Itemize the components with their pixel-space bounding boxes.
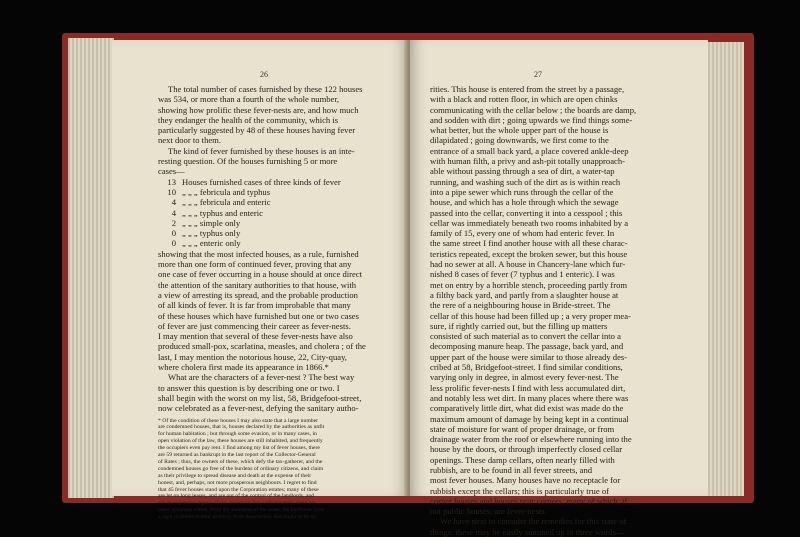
paragraph (158, 146, 372, 177)
text-line: entrance of a small back yard, a place covered ankle-deep (430, 145, 629, 156)
text-line: produced small-pox, scarlatina, measles, and cholera ; of the (158, 341, 366, 352)
text-line: was 534, or more than a fourth of the whole number, (158, 94, 340, 105)
text-line: particularly suggested by 48 of these houses having fever (158, 125, 356, 136)
fever-cases-table (158, 177, 372, 249)
table-row (158, 238, 372, 248)
text-line: running, and washing such of the dirt as is within reach (430, 176, 621, 187)
text-line: We have next to consider the remedies for this state of (440, 516, 627, 527)
paragraph (158, 372, 372, 413)
text-line: of these houses which have furnished but one or two cases (158, 310, 359, 321)
text-line: less prolific fever-nests I find with less accumulated dirt, (430, 382, 626, 393)
text-line: of Rates ; thus, the owners of these, which defy the tax-gatherer, and the (158, 458, 323, 465)
text-line: with human filth, a privy and ash-pit totally unapproach- (430, 156, 625, 167)
text-line: maximum amount of damage by being kept in a continual (430, 413, 629, 424)
text-line: condemned houses go free of the burdens of ordinary citizens, and claim (158, 465, 324, 472)
text-line: sure, if rightly carried out, but the filling up matters (430, 320, 608, 331)
text-line: a filthy back yard, and partly from a slaughter house at (430, 289, 619, 300)
fever-kind: „ „ „ febricula and enteric (182, 197, 271, 208)
fever-kind: „ „ „ simple only (182, 217, 241, 228)
text-line: for human habitation ; but through some evasion, or in many cases, in (158, 431, 317, 438)
right-page-body (430, 84, 670, 537)
text-line: had no sewer at all. A house in Chancery-lane which fur- (430, 259, 626, 270)
house-count: 10 (167, 186, 176, 197)
text-line: things: these may be easily summed up in three words— (430, 526, 625, 537)
text-line: drainage water from the roof or elsewhere running into the (430, 434, 632, 445)
text-line: the rere of a neighbouring house in Bride-street. The (430, 300, 611, 311)
text-line: and notably less wet dirt. In many places where there was (430, 392, 629, 403)
text-line: The total number of cases furnished by these 122 houses (168, 84, 363, 94)
house-count: 13 (167, 176, 176, 187)
house-count: 2 (171, 217, 176, 228)
text-line: cases— (158, 166, 185, 177)
text-line: other instances where, from the shortness of the lease, the landlords have (158, 507, 324, 514)
text-line: last, I may mention the notorious house, 22, City-quay, (158, 351, 347, 362)
text-line: openings. These damp cellars, often nearly filled with (430, 454, 615, 465)
text-line: open violation of the law, these houses are still inhabited, and frequently (158, 438, 323, 445)
fever-kind: „ „ „ typhus and enteric (182, 207, 263, 218)
text-line: the attention of the sanitary authorities to that house, with (158, 279, 357, 290)
fever-kind: „ „ „ typhus only (182, 228, 241, 239)
text-line: a view of arresting its spread, and the probable production (158, 289, 358, 300)
text-line: teristics repeated, except the broken sewer, but this house (430, 248, 628, 259)
text-line: house, and which has a hole through which the sewage (430, 197, 619, 208)
text-line: most fever houses. Many houses have no receptacle for (430, 475, 621, 486)
footnote (158, 418, 372, 522)
text-line: to answer this question is by describing one or two. I (158, 382, 340, 393)
text-line: dilapidated ; going downwards, we first come to the (430, 135, 609, 146)
table-row (158, 218, 372, 228)
text-line: showing that the most infected houses, as a rule, furnished (158, 248, 359, 259)
text-line: cellar of this house had been filled up ; a very proper mea- (430, 310, 631, 321)
right-page-edges (706, 42, 744, 496)
paragraph (158, 84, 372, 146)
table-row (158, 208, 372, 218)
text-line: comparatively little dirt, what did exist was made do the (430, 403, 624, 414)
text-line: communicating with the cellar below ; the boards are damp, (430, 104, 637, 115)
text-line: as their privilege to spread disease and death at the expense of their (158, 472, 312, 479)
text-line: the same street I find another house with all these charac- (430, 238, 628, 249)
text-line: the occupiers even pay rent. I find among my list of fever houses, there (158, 445, 320, 452)
table-row (158, 187, 372, 197)
text-line: showing how prolific these fever-nests are, and how much (158, 104, 359, 115)
paragraph (430, 84, 670, 516)
house-count: 4 (171, 207, 176, 218)
text-line: and sodden with dirt ; going upwards we find things some- (430, 114, 633, 125)
table-row (158, 177, 372, 187)
text-line: are condemned houses, that is, houses declared by the authorities as unfit (158, 424, 325, 431)
left-page-body (158, 84, 372, 521)
paragraph (430, 516, 670, 537)
text-line: where cholera first made its appearance in 1866.* (158, 362, 329, 373)
text-line: nished 8 cases of fever (7 typhus and 1 enteric). I was (430, 269, 615, 280)
text-line: a right to preserve their property from destruction, and ought to do so. (158, 514, 318, 521)
text-line: are 59 returned as bankrupt in the last report of the Collector-General (158, 452, 316, 459)
fever-kind: „ „ „ enteric only (182, 238, 241, 249)
text-line: more than one form of continued fever, proving that any (158, 259, 352, 270)
text-line: of all kinds of fever. It is far from improbable that many (158, 300, 351, 311)
text-line: honest, and, perhaps, not more prosperous neighbours. I regret to find (158, 479, 317, 486)
text-line: are an expensive legacy of our ancestors; but, unfortunately, there are (158, 500, 316, 507)
text-line: decomposing manure heap. The passage, back yard, and (430, 341, 624, 352)
text-line: rities. This house is entered from the street by a passage, (430, 84, 625, 94)
text-line: shall begin with the worst on my list, 58, Bridgefoot-street, (158, 392, 362, 403)
text-line: corner houses and houses near corners, many of which, if (430, 495, 628, 506)
text-line: are let on long leases, and are out of the control of the landlords, and (158, 493, 315, 500)
text-line: with a black and rotten floor, in which are open chinks (430, 94, 618, 105)
text-line: upper part of the house were similar to those already des- (430, 351, 628, 362)
house-count: 0 (171, 228, 176, 239)
text-line: not public houses, are fever-nests. (430, 506, 547, 517)
text-line: rubbish, are to be found in all fever streets, and (430, 464, 593, 475)
text-line: * Of the condition of these houses I may also state that a large number (158, 417, 319, 424)
paragraph (158, 249, 372, 373)
text-line: varying only in degree, in almost every fever-nest. The (430, 372, 619, 383)
text-line: The kind of fever furnished by these houses is an inte- (168, 145, 355, 156)
text-line: passed into the cellar, converting it into a cesspool ; this (430, 207, 623, 218)
page-number: 26 (260, 70, 268, 79)
fever-kind: „ „ „ febricula and typhus (182, 186, 271, 197)
text-line: one case of fever occurring in a house should at once direct (158, 269, 363, 280)
text-line: resting question. Of the houses furnishing 5 or more (158, 156, 338, 167)
text-line: cribed at 58, Bridgefoot-street. I find similar conditions, (430, 362, 623, 373)
left-page-edges (68, 38, 114, 498)
text-line: able without passing through a sea of dirt, a water-tap (430, 166, 615, 177)
text-line: cellar was immediately beneath two rooms inhabited by a (430, 217, 629, 228)
text-line: that 45 fever houses stand upon the Corporation estates; many of these (158, 486, 319, 493)
text-line: what better, but the whole upper part of the house is (430, 125, 609, 136)
text-line: family of 15, every one of whom had enteric fever. In (430, 228, 615, 239)
text-line: next door to them. (158, 135, 222, 146)
house-count: 4 (171, 197, 176, 208)
table-row (158, 228, 372, 238)
text-line: they endanger the health of the community, which is (158, 114, 339, 125)
text-line: I may mention that several of these fever-nests have also (158, 331, 353, 342)
text-line: consisted of such material as to convert the cellar into a (430, 331, 621, 342)
house-count: 0 (171, 238, 176, 249)
table-row (158, 197, 372, 207)
text-line: of fever are just commencing their career as fever-nests. (158, 320, 351, 331)
fever-kind: Houses furnished cases of three kinds of fever (182, 176, 341, 187)
text-line: now celebrated as a fever-nest, defying the sanitary autho- (158, 403, 359, 414)
page-number: 27 (534, 70, 542, 79)
text-line: state of moisture for want of proper drainage, or from (430, 423, 615, 434)
text-line: house by the doors, or through imperfectly closed cellar (430, 444, 623, 455)
right-page (410, 40, 708, 537)
text-line: What are the characters of a fever-nest ? The best way (168, 372, 355, 383)
text-line: met on entry by a horrible stench, proceeding partly from (430, 279, 628, 290)
text-line: into a pipe sewer which runs through the cellar of the (430, 186, 614, 197)
text-line: rubbish except the cellars; this is particularly true of (430, 485, 609, 496)
left-page (112, 40, 408, 521)
